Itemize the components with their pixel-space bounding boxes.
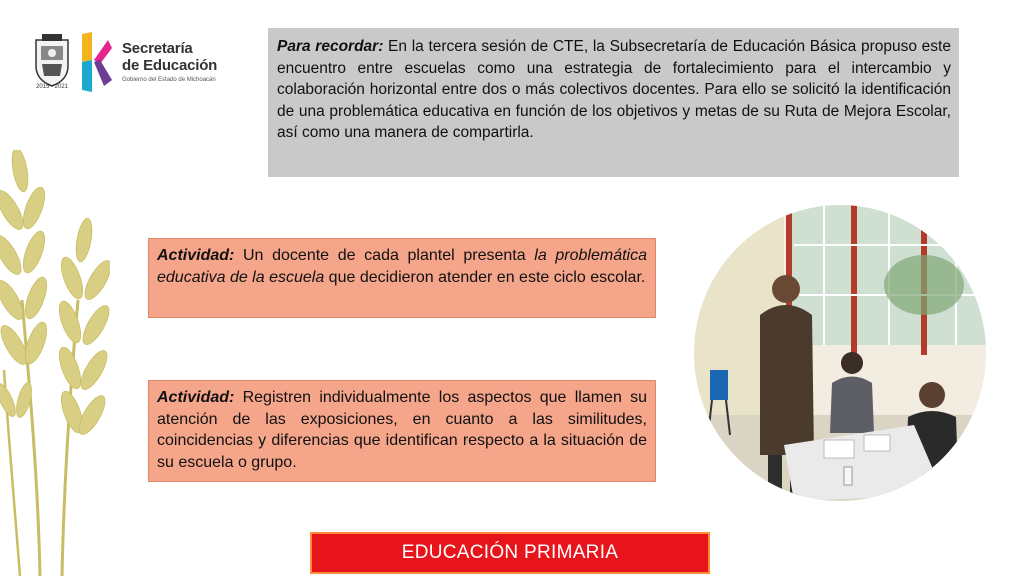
actividad-1-box bbox=[148, 238, 656, 318]
actividad-1-label: Actividad: bbox=[157, 247, 235, 264]
actividad-2-box bbox=[148, 380, 656, 482]
actividad-1-text-italic: la problemática educativa de la escuela bbox=[157, 247, 647, 286]
wheat-decoration bbox=[0, 150, 110, 576]
actividad-1-text-after: que decidieron atender en este ciclo escolar. bbox=[324, 268, 646, 286]
secretaria-wordmark bbox=[122, 40, 217, 83]
recordar-label: Para recordar: bbox=[277, 38, 384, 55]
actividad-2-label: Actividad: bbox=[157, 389, 235, 406]
secretaria-k-logo-icon bbox=[80, 30, 112, 94]
secretaria-title-line1: Secretaría bbox=[122, 40, 193, 57]
recordar-text: En la tercera sesión de CTE, la Subsecretaría de Educación Básica propuso este encuentro entre escuelas como una estrategia de fortalecimiento para el intercambio y colaboración horizontal entre dos o más colectivos docentes. Para ello se solicitó la identificación de una problemática educativa en función de los objetivos y metas de su Ruta de Mejora Escolar, así como una manera de compartirla. bbox=[277, 38, 951, 141]
actividad-1-text-before: Un docente de cada plantel presenta bbox=[234, 247, 535, 264]
secretaria-title-line2: de Educación bbox=[122, 57, 218, 74]
classroom-photo bbox=[694, 205, 986, 501]
recordar-box bbox=[268, 28, 959, 177]
header-logos bbox=[30, 28, 250, 100]
gobierno-subtitle: Gobierno del Estado de Michoacán bbox=[122, 77, 216, 83]
actividad-2-text: Registren individualmente los aspectos que llamen su atención de las exposiciones, en cuanto a las similitudes, coincidencias y diferencias que identifican respecto a la situación de su escuela o grupo. bbox=[157, 389, 647, 471]
years-label: 2015 - 2021 bbox=[35, 84, 69, 90]
educacion-primaria-banner: EDUCACIÓN PRIMARIA bbox=[310, 532, 710, 574]
michoacan-seal-icon bbox=[30, 28, 74, 92]
